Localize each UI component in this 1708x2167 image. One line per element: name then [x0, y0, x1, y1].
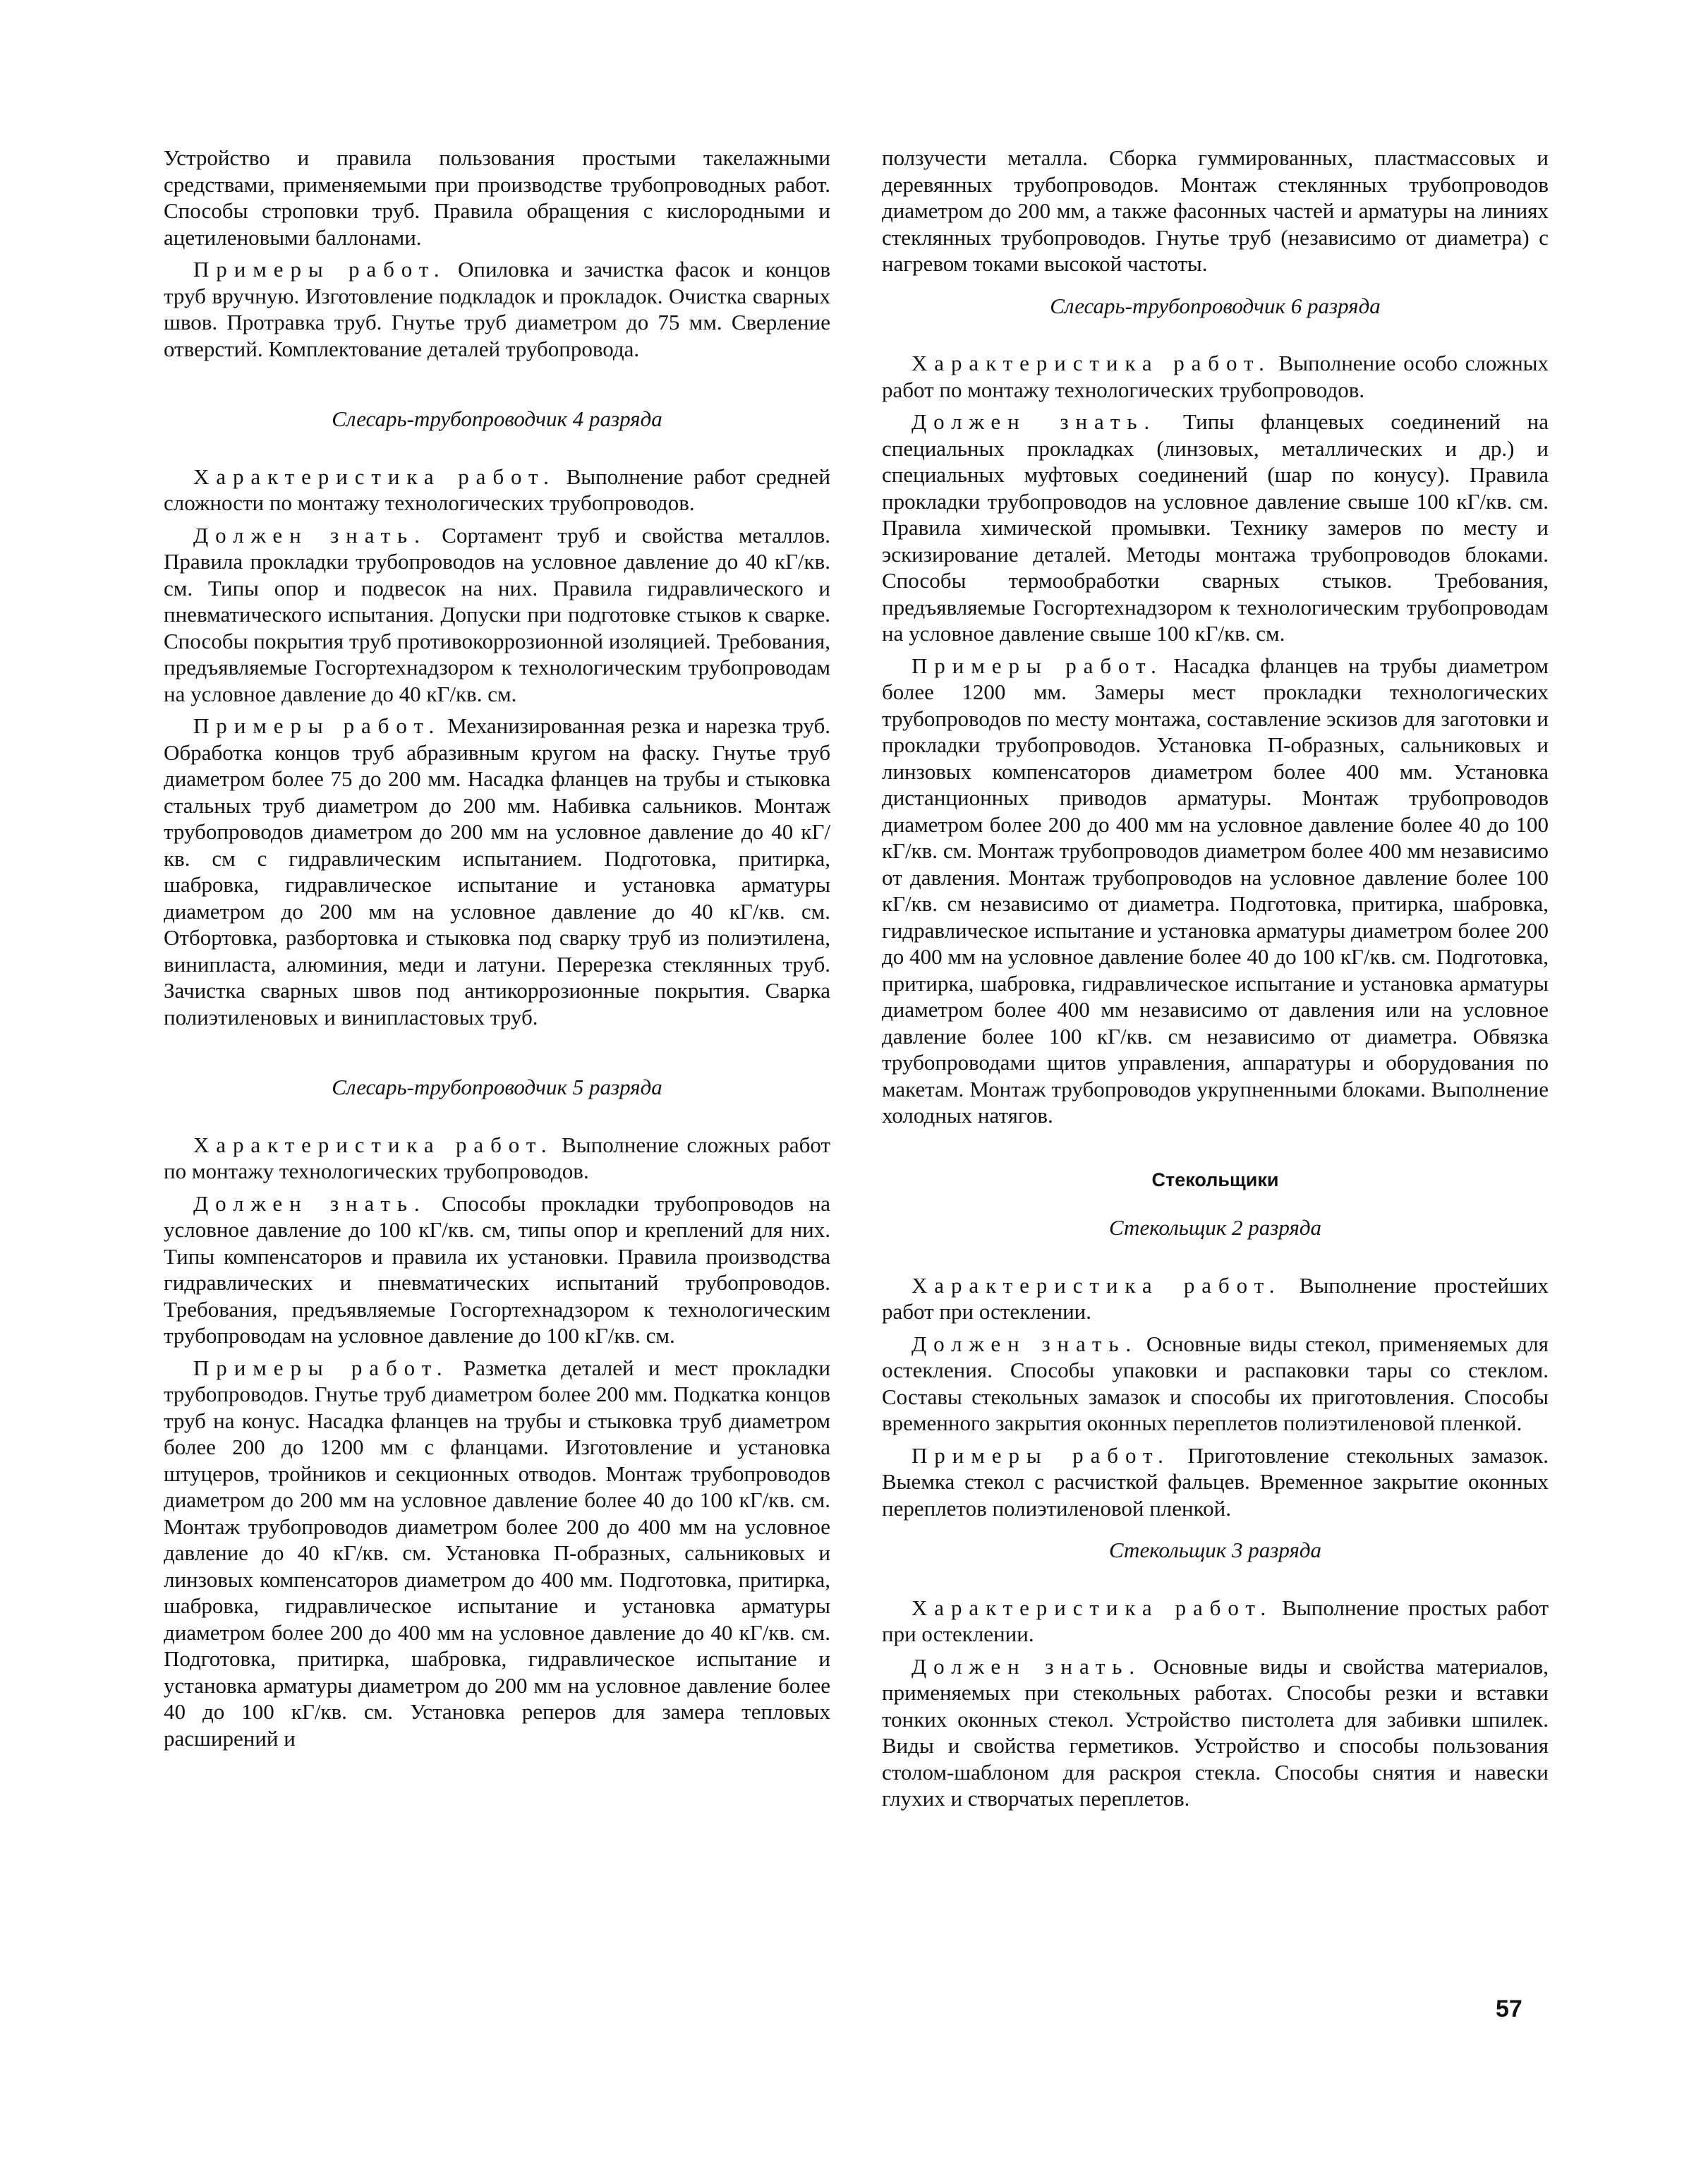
- paragraph-text: Приготовление стекольных замазок. Выемка стекол с расчисткой фальцев. Временное закрытие оконных переплетов полиэтиленовой пленкой.: [882, 1442, 1549, 1521]
- section-heading: Стекольщик 3 разряда: [1108, 1538, 1322, 1562]
- page-number: 57: [1496, 1996, 1522, 2022]
- paragraph-text: Выполнение простейших работ при остеклении.: [882, 1272, 1549, 1324]
- run-in-label: Характеристика работ.: [193, 464, 556, 489]
- paragraph-text: Выполнение особо сложных работ по монтажу технологических трубопроводов.: [882, 351, 1549, 402]
- paragraph-text: Опиловка и зачистка фасок и концов труб вручную. Изготовление подкладок и прокладок. Очистка сварных швов. Протравка труб. Гнутье труб диаметром до 75 мм. Сверление отверстий. Комплектование деталей трубопровода.: [164, 257, 830, 361]
- paragraph: [164, 1190, 830, 1349]
- paragraph: [164, 464, 830, 517]
- section-heading: Слесарь-трубопроводчик 6 разряда: [1050, 293, 1381, 318]
- paragraph-text: Основные виды и свойства материалов, применяемых при стекольных работах. Способы резки и вставки тонких оконных стекол. Устройство пистолета для забивки шпилек. Виды и свойства герметиков. Устройство и способы пользования столом-шаблоном для раскроя стекла. Способы снятия и навески глухих и створчатых переплетов.: [882, 1653, 1549, 1811]
- run-in-label: Характеристика работ.: [911, 1272, 1282, 1298]
- paragraph: [164, 1132, 830, 1185]
- run-in-label: Характеристика работ.: [911, 1595, 1273, 1620]
- paragraph-text: Разметка деталей и мест прокладки трубопроводов. Гнутье труб диаметром более 200 мм. Подкатка концов труб на конус. Насадка фланцев на трубы и стыковка труб диаметром более 200 до 1200 мм с фланцами. Изготовление и установка штуцеров, тройников и секционных отводов. Монтаж трубопроводов диаметром до 200 мм на условное давление более 40 до 100 кГ/кв. см. Монтаж трубопроводов диаметром более 200 до 400 мм на условное давление до 40 кГ/кв. см. Установка П-образных, сальниковых и линзовых компенсаторов диаметром до 400 мм. Подготовка, притирка, шабровка, гидравлическое испытание и установка арматуры диаметром более 200 до 400 мм на условное давление до 40 кГ/кв. см. Подготовка, притирка, шабровка, гидравлическое испытание и установка арматуры диаметром до 200 мм на условное давление более 40 до 100 кГ/кв. см. Установка реперов для замера тепловых расширений и: [164, 1355, 830, 1751]
- run-in-label: Должен знать.: [193, 522, 427, 548]
- run-in-label: Примеры работ.: [193, 713, 442, 738]
- paragraph: [164, 1355, 830, 1752]
- run-in-label: Должен знать.: [193, 1190, 427, 1216]
- run-in-label: Должен знать.: [911, 1331, 1139, 1356]
- paragraph: [882, 1442, 1549, 1522]
- run-in-label: Примеры работ.: [911, 653, 1163, 678]
- run-in-label: Характеристика работ.: [193, 1132, 554, 1157]
- paragraph: [164, 256, 830, 362]
- paragraph-text: Насадка фланцев на трубы диаметром более 1200 мм. Замеры мест прокладки технологических трубопроводов по месту монтажа, составление эскизов для заготовки и прокладки трубопроводов. Установка П-образных, сальниковых и линзовых компенсаторов диаметром более 400 мм. Установка дистанционных приводов арматуры. Монтаж трубопроводов диаметром более 200 до 400 мм на условное давление более 40 до 100 кГ/кв. см. Монтаж трубопроводов диаметром более 400 мм независимо от давления. Монтаж трубопроводов на условное давление более 100 кГ/кв. см независимо от диаметра. Подготовка, притирка, шабровка, гидравлическое испытание и установка арматуры диаметром более 200 до 400 мм на условное давление более 40 до 100 кГ/кв. см. Подготовка, притирка, шабровка, гидравлическое испытание и установка арматуры диаметром более 400 мм независимо от давления или на условное давление более 100 кГ/кв. см независимо от диаметра. Обвязка трубопроводами щитов управления, аппаратуры и оборудования по макетам. Монтаж трубопроводов укрупненными блоками. Выполнение холодных натягов.: [882, 653, 1549, 1128]
- left-column: [164, 145, 830, 1751]
- paragraph: [882, 1331, 1549, 1437]
- paragraph: [882, 350, 1549, 403]
- run-in-label: Примеры работ.: [193, 1355, 449, 1380]
- paragraph: [882, 653, 1549, 1129]
- paragraph: [164, 713, 830, 1030]
- section-heading: Стекольщик 2 разряда: [1108, 1215, 1322, 1240]
- run-in-label: Примеры работ.: [911, 1442, 1170, 1468]
- run-in-label: Должен знать.: [911, 1653, 1142, 1679]
- chapter-title: Стекольщики: [1151, 1169, 1279, 1190]
- paragraph: ползучести металла. Сборка гуммированных, пластмассовых и деревянных трубопроводов. Монтаж стеклянных трубопроводов диаметром до 200 мм, а также фасонных частей и арматуры на линиях стеклянных трубопроводов. Гнутье труб (независимо от диаметра) с нагревом токами высокой частоты.: [882, 145, 1549, 276]
- paragraph: [164, 522, 830, 708]
- paragraph-text: Основные виды стекол, применяемых для остекления. Способы упаковки и распаковки тары со стеклом. Составы стекольных замазок и способы их приготовления. Способы временного закрытия оконных переплетов полиэтиленовой пленкой.: [882, 1331, 1549, 1435]
- paragraph: [882, 1272, 1549, 1325]
- paragraph: Устройство и правила пользования простыми такелажными средствами, применяемыми при производстве трубопроводных работ. Способы строповки труб. Правила обращения с кислородными и ацетиленовыми баллонами.: [164, 145, 830, 250]
- paragraph-text: Выполнение работ средней сложности по монтажу технологических трубопроводов.: [164, 464, 830, 515]
- paragraph: [882, 409, 1549, 647]
- paragraph-text: Выполнение простых работ при остеклении.: [882, 1595, 1549, 1646]
- paragraph-text: Типы фланцевых соединений на специальных прокладках (линзовых, металлических и др.) и специальных муфтовых соединений (шар по конусу). Правила прокладки трубопроводов на условное давление свыше 100 кГ/кв. см. Правила химической промывки. Технику замеров по месту и эскизирование деталей. Методы монтажа трубопроводов блоками. Способы термообработки сварных стыков. Требования, предъявляемые Госгортехнадзором к технологическим трубопроводам на условное давление свыше 100 кГ/кв. см.: [882, 409, 1549, 646]
- paragraph: [882, 1653, 1549, 1812]
- run-in-label: Должен знать.: [911, 409, 1157, 434]
- right-column: [882, 145, 1549, 1812]
- run-in-label: Примеры работ.: [193, 257, 447, 282]
- paragraph-text: Способы прокладки трубопроводов на условное давление до 100 кГ/кв. см, типы опор и креплений для них. Типы компенсаторов и правила их установки. Правила производства гидравлических и пневматических испытаний трубопроводов. Требования, предъявляемые Госгортехнадзором к технологическим трубопроводам на условное давление до 100 кГ/кв. см.: [164, 1190, 830, 1348]
- paragraph: [882, 1595, 1549, 1648]
- paragraph-text: Механизированная резка и нарезка труб. Обработка концов труб абразивным кругом на фаску. Гнутье труб диаметром более 75 до 200 мм. Насадка фланцев на трубы и стыковка стальных труб диаметром до 200 мм. Набивка сальников. Монтаж трубопроводов диаметром до 200 мм на условное давление до 40 кГ/кв. см с гидравлическим испытанием. Подготовка, притирка, шабровка, гидравлическое испытание и установка арматуры диаметром до 200 мм на условное давление до 40 кГ/кв. см. Отбортовка, разбортовка и стыковка под сварку труб из полиэтилена, винипласта, алюминия, меди и латуни. Перерезка стеклянных труб. Зачистка сварных швов под антикоррозионные покрытия. Сварка полиэтиленовых и винипластовых труб.: [164, 713, 831, 1030]
- section-heading: Слесарь-трубопроводчик 5 разряда: [332, 1075, 662, 1099]
- section-heading: Слесарь-трубопроводчик 4 разряда: [332, 406, 662, 431]
- paragraph-text: Выполнение сложных работ по монтажу технологических трубопроводов.: [164, 1132, 830, 1183]
- run-in-label: Характеристика работ.: [911, 351, 1271, 375]
- paragraph-text: Сортамент труб и свойства металлов. Правила прокладки трубопроводов на условное давление до 40 кГ/кв. см. Типы опор и подвесок на них. Правила гидравлического и пневматического испытания. Допуски при подготовке стыков к сварке. Способы покрытия труб противокоррозионной изоляцией. Требования, предъявляемые Госгортехнадзором к технологическим трубопроводам на условное давление до 40 кГ/кв. см.: [164, 522, 830, 706]
